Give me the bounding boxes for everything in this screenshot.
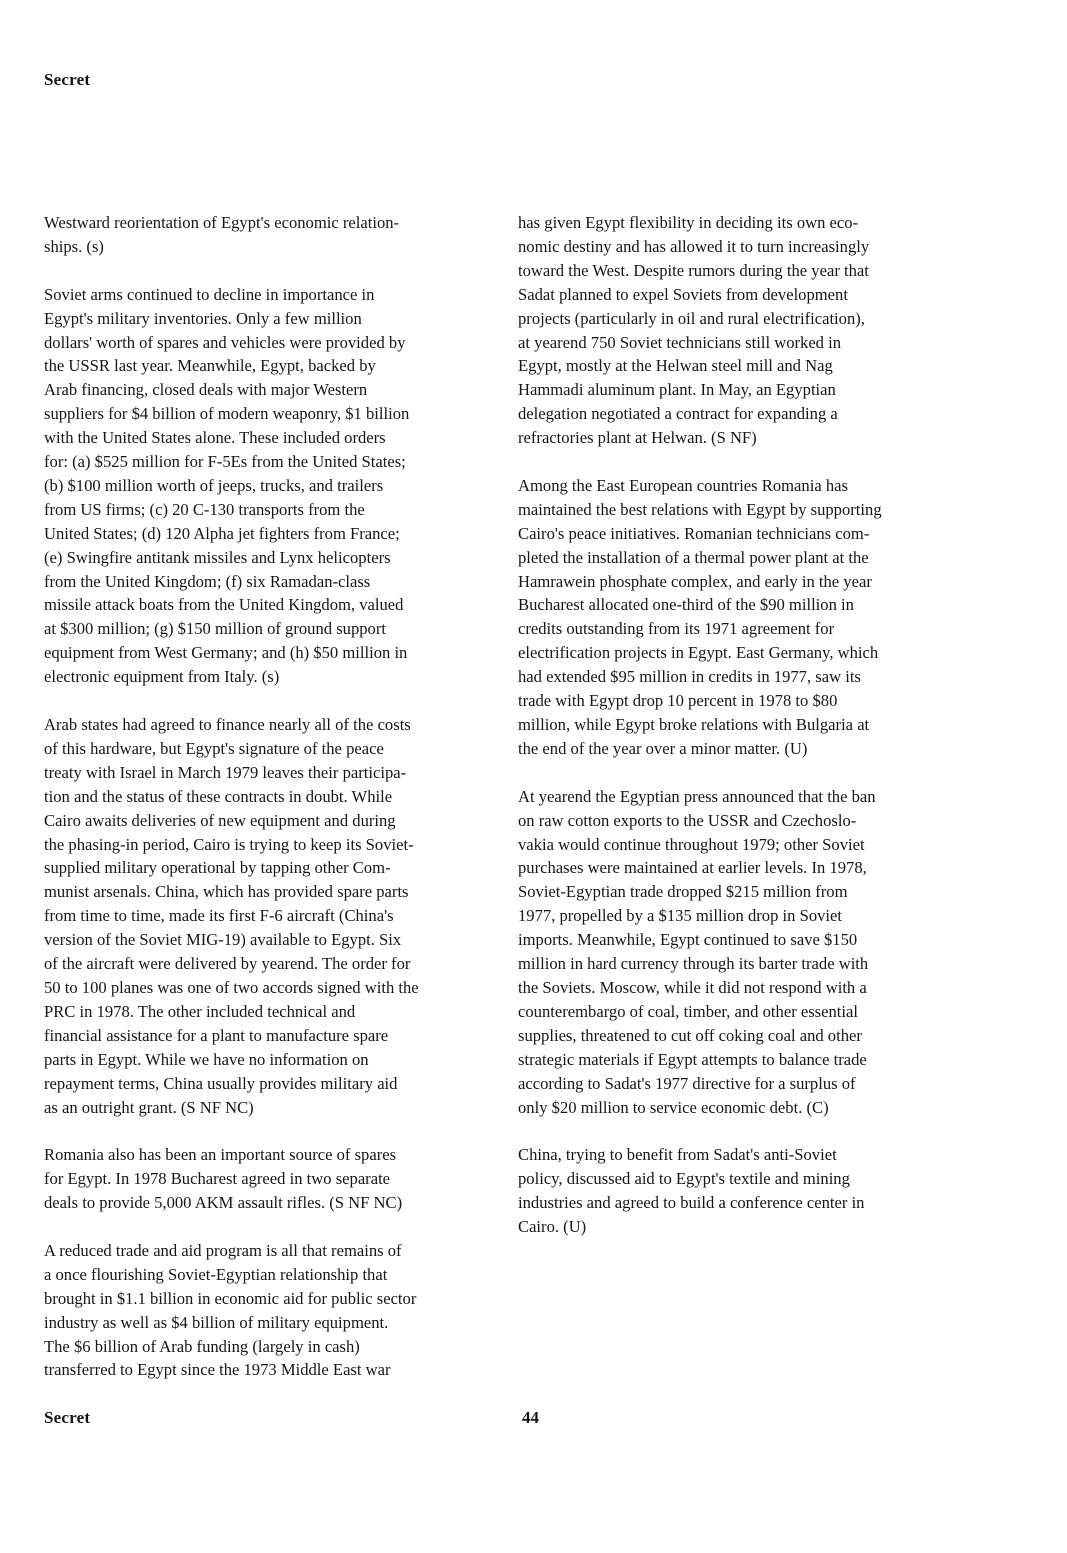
page-number: 44 — [522, 1408, 539, 1427]
paragraph-arab-financing: Arab states had agreed to finance nearly all of the costs of this hardware, but Egypt's signature of the peace treaty with Israel in March 1979 leaves their participa- tion and the status of these contracts in doubt. While Cairo awaits deliveries of new equipment and during the phasing-in period, Cairo is trying to keep its Soviet- supplied military operational by tapping other Com- munist arsenals. China, which has provided spare parts from time to time, made its first F-6 aircraft (China's version of the Soviet MIG-19) available to Egypt. Six of the aircraft were delivered by yearend. The order for 50 to 100 planes was one of two accords signed with the PRC in 1978. The other included technical and financial assistance for a plant to manufacture spare parts in Egypt. While we have no information on repayment terms, China usually provides military aid as an outright grant. (S NF NC) — [44, 715, 419, 1117]
paragraph-egypt-flexibility: has given Egypt flexibility in deciding its own eco- nomic destiny and has allowed it to turn increasingly toward the West. Despite rumors during the year that Sadat planned to expel Soviets from development projects (particularly in oil and rural electrification), at yearend 750 Soviet technicians still worked in Egypt, mostly at the Helwan steel mill and Nag Hammadi aluminum plant. In May, an Egyptian delegation negotiated a contract for expanding a refractories plant at Helwan. (S NF) — [518, 213, 870, 448]
paragraph-east-european-relations: Among the East European countries Romania has maintained the best relations with Egypt by supporting Cairo's peace initiatives. Romanian technicians com- pleted the installation of a thermal power plant at the Hamrawein phosphate complex, and early in the year Bucharest allocated one-third of the $90 million in credits outstanding from its 1971 agreement for electrification projects in Egypt. East Germany, which had extended $95 million in credits in 1977, saw its trade with Egypt drop 10 percent in 1978 to $80 million, while Egypt broke relations with Bulgaria at the end of the year over a minor matter. (U) — [518, 475, 882, 758]
paragraph-china-aid: China, trying to benefit from Sadat's anti-Soviet policy, discussed aid to Egypt's textile and mining industries and agreed to build a conference center in Cairo. (U) — [518, 1145, 865, 1237]
footer-classification-marking: Secret — [44, 1408, 91, 1427]
paragraph-reorientation-end: Westward reorientation of Egypt's economic relation- ships. (s) — [44, 213, 400, 256]
right-text-column — [518, 211, 976, 1263]
paragraph-soviet-arms: Soviet arms continued to decline in importance in Egypt's military inventories. Only a few million dollars' worth of spares and vehicles were provided by the USSR last year. Meanwhile, Egypt, backed by Arab financing, closed deals with major Western suppliers for $4 billion of modern weaponry, $1 billion with the United States alone. These included orders for: (a) $525 million for F-5Es from the United States; (b) $100 million worth of jeeps, trucks, and trailers from US firms; (c) 20 C-130 transports from the United States; (d) 120 Alpha jet fighters from France; (e) Swingfire antitank missiles and Lynx helicopters from the United Kingdom; (f) six Ramadan-class missile attack boats from the United Kingdom, valued at $300 million; (g) $150 million of ground support equipment from West Germany; and (h) $50 million in electronic equipment from Italy. (s) — [44, 284, 410, 687]
left-text-column — [44, 211, 500, 1406]
paragraph-soviet-trade-aid: A reduced trade and aid program is all that remains of a once flourishing Soviet-Egyptian relationship that brought in $1.1 billion in economic aid for public sector industry as well as $4 billion of military equipment. The $6 billion of Arab funding (largely in cash) transferred to Egypt since the 1973 Middle East war — [44, 1240, 417, 1380]
paragraph-romania-spares: Romania also has been an important source of spares for Egypt. In 1978 Bucharest agreed in two separate deals to provide 5,000 AKM assault rifles. (S NF NC) — [44, 1145, 403, 1213]
header-classification-marking: Secret — [44, 70, 91, 89]
paragraph-cotton-exports: At yearend the Egyptian press announced that the ban on raw cotton exports to the USSR and Czechoslo- vakia would continue throughout 1979; other Soviet purchases were maintained at earlier levels. In 1978, Soviet-Egyptian trade dropped $215 million from 1977, propelled by a $135 million drop in Soviet imports. Meanwhile, Egypt continued to save $150 million in hard currency through its barter trade with the Soviets. Moscow, while it did not respond with a counterembargo of coal, timber, and other essential supplies, threatened to cut off coking coal and other strategic materials if Egypt attempts to balance trade according to Sadat's 1977 directive for a surplus of only $20 million to service economic debt. (C) — [518, 786, 876, 1117]
